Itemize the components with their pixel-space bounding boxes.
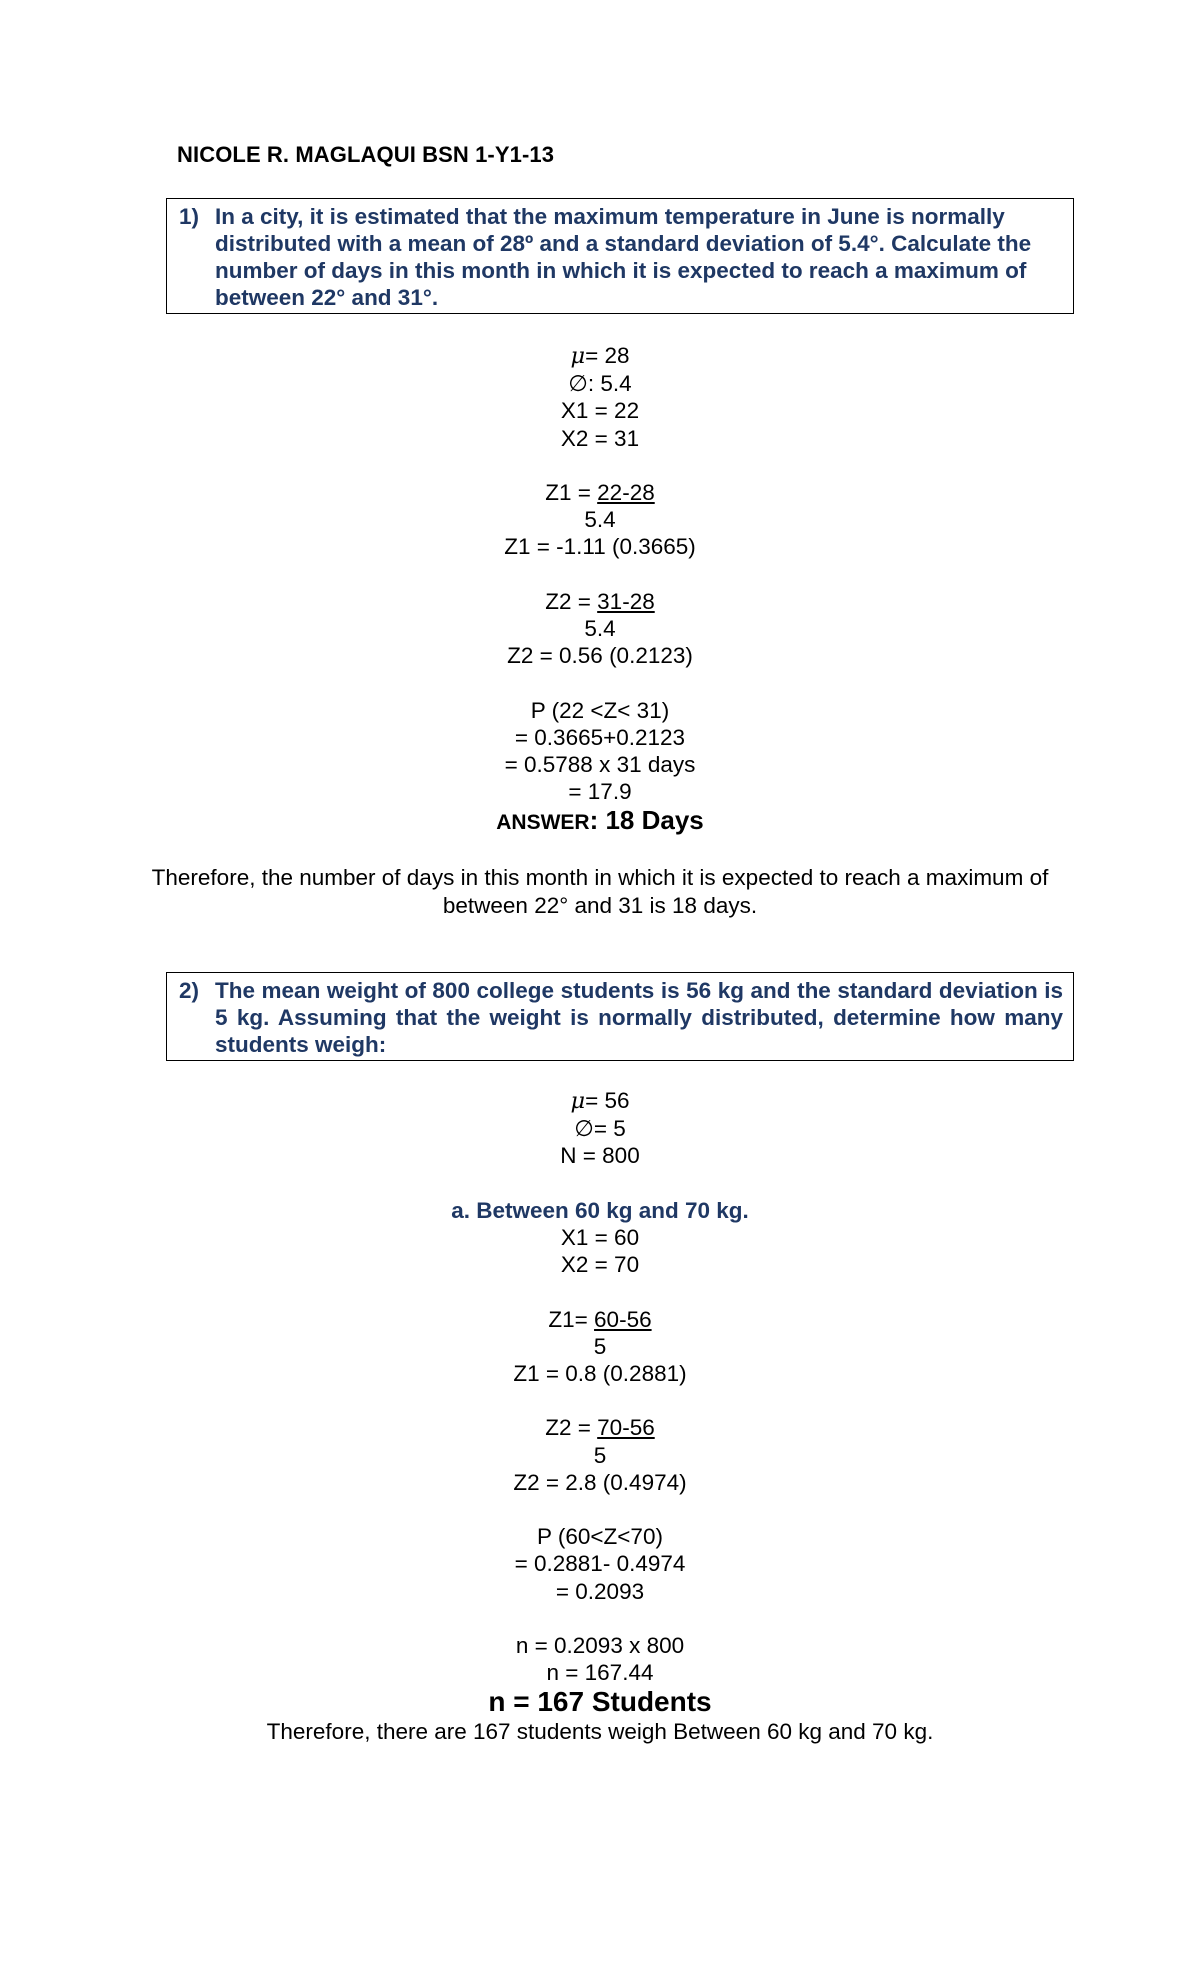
mean-line: [0, 342, 1200, 370]
multiply-line: = 0.5788 x 31 days: [504, 752, 696, 777]
n-result: n = 167.44: [546, 1660, 654, 1686]
z2-denominator: 5.4: [584, 616, 616, 641]
z1-result: Z1 = 0.8 (0.2881): [513, 1361, 687, 1386]
mean-line: [0, 1087, 1200, 1115]
n-line: N = 800: [560, 1143, 640, 1169]
answer-line: [0, 805, 1200, 838]
question-2-box: [166, 972, 1074, 1061]
result-line: = 0.2093: [555, 1578, 645, 1604]
question-1-number: 1): [179, 204, 200, 229]
z2-formula: Z2 = 70-56: [545, 1415, 655, 1441]
final-answer: n = 167 Students: [488, 1686, 712, 1718]
question-2-text: The mean weight of 800 college students is 56 kg and the standard deviation is 5 kg. Assuming that the weight is normally distributed, determine how many students weigh:: [215, 978, 1063, 1057]
x1-line: X1 = 22: [560, 398, 640, 424]
z1-denominator: 5: [593, 1333, 607, 1359]
probability-line: P (22 <Z< 31): [530, 697, 670, 723]
z2-result: Z2 = 0.56 (0.2123): [507, 643, 693, 669]
sigma-line: ∅= 5: [574, 1116, 626, 1142]
question-1-solution: [0, 342, 1200, 838]
z1-result: Z1 = -1.11 (0.3665): [504, 534, 696, 560]
z2-numerator: 70-56: [597, 1415, 655, 1441]
mu-symbol: μ: [570, 1088, 586, 1114]
x1-line: X1 = 60: [560, 1225, 640, 1250]
z1-numerator: 60-56: [594, 1306, 652, 1332]
answer-label: ANSWER: [496, 811, 590, 835]
question-2-solution: [0, 1087, 1200, 1746]
z1-formula: Z1= 60-56: [548, 1306, 652, 1332]
sum-line: = 0.3665+0.2123: [514, 724, 686, 750]
mean-value: = 56: [585, 1088, 630, 1113]
z2-formula: Z2 = 31-28: [545, 588, 655, 614]
z1-denominator: 5.4: [584, 507, 616, 533]
question-2-conclusion: Therefore, there are 167 students weigh Between 60 kg and 70 kg.: [266, 1719, 934, 1745]
question-1-text: In a city, it is estimated that the maximum temperature in June is normally distributed with a mean of 28º and a standard deviation of 5.4°. Calculate the number of days in this month in which it is expected to reach a maximum of between 22° and 31°.: [215, 204, 1032, 310]
answer-value: : 18 Days: [589, 805, 704, 836]
mean-value: = 28: [585, 343, 630, 368]
question-1-conclusion: Therefore, the number of days in this month in which it is expected to reach a maximum of between 22° and 31 is 18 days.: [151, 865, 1049, 918]
sigma-line: ∅: 5.4: [568, 371, 632, 397]
z1-numerator: 22-28: [597, 480, 655, 505]
n-calculation: n = 0.2093 x 800: [515, 1632, 685, 1658]
probability-line: P (60<Z<70): [537, 1524, 663, 1550]
z2-result: Z2 = 2.8 (0.4974): [513, 1469, 687, 1495]
z1-formula: Z1 = 22-28: [545, 480, 655, 505]
result-line: = 17.9: [568, 779, 632, 805]
z2-numerator: 31-28: [597, 588, 655, 614]
question-1-box: [166, 198, 1074, 314]
difference-line: = 0.2881- 0.4974: [514, 1551, 686, 1577]
question-2-number: 2): [179, 978, 200, 1003]
x2-line: X2 = 31: [560, 425, 640, 451]
part-a-heading: a. Between 60 kg and 70 kg.: [451, 1197, 749, 1223]
mu-symbol: μ: [570, 343, 586, 369]
student-header: NICOLE R. MAGLAQUI BSN 1-Y1-13: [177, 142, 555, 167]
x2-line: X2 = 70: [560, 1252, 640, 1278]
z2-denominator: 5: [593, 1442, 607, 1468]
